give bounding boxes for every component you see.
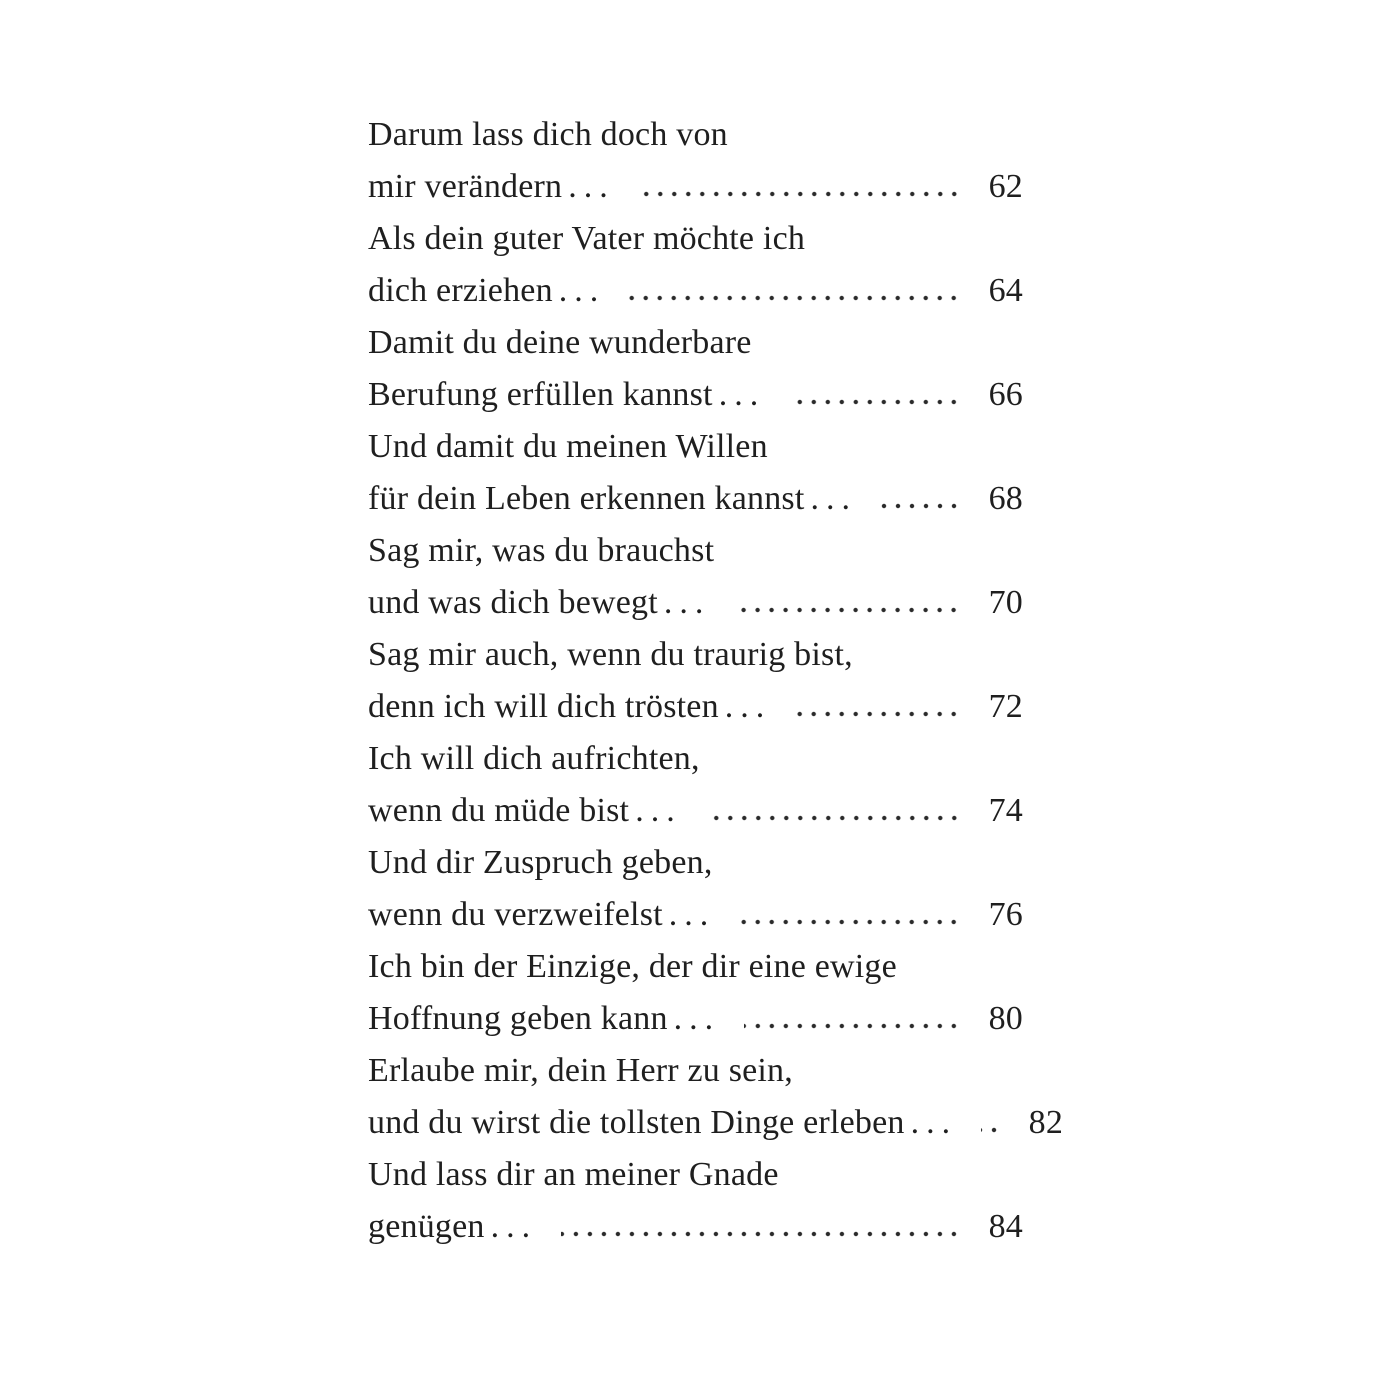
- trailing-ellipsis: ...: [810, 480, 857, 517]
- dot-leader: [639, 191, 961, 197]
- toc-entry-title-line2-row: [368, 473, 1023, 525]
- page-number: 62: [988, 168, 1023, 205]
- toc-entry-title-line2: dich erziehen: [368, 272, 553, 309]
- toc-entry-title-line2-row: [368, 1097, 1064, 1149]
- dot-leader: [981, 1127, 1001, 1133]
- toc-entry-title-line1: Damit du deine wunderbare: [368, 324, 752, 361]
- toc-entry-title-line1: Darum lass dich doch von: [368, 116, 728, 153]
- toc-entry-title-line2: wenn du verzweifelst: [368, 896, 663, 933]
- toc-entry-title-line2-row: [368, 785, 1023, 837]
- toc-entry-title-line1: Und lass dir an meiner Gnade: [368, 1156, 779, 1193]
- toc-entry-title-line1: Erlaube mir, dein Herr zu sein,: [368, 1052, 793, 1089]
- toc-entry-title-line2: mir verändern: [368, 168, 563, 205]
- toc-entry-title-line1: Und dir Zuspruch geben,: [368, 844, 713, 881]
- trailing-ellipsis: ...: [673, 1000, 721, 1037]
- toc-entry-title-line1: Sag mir, was du brauchst: [368, 532, 715, 569]
- trailing-ellipsis: ...: [568, 168, 615, 205]
- dot-leader: [561, 1231, 961, 1237]
- trailing-ellipsis: ...: [910, 1104, 958, 1141]
- page-number: 76: [988, 896, 1023, 933]
- toc-entry-title-line2: Hoffnung geben kann: [368, 1000, 668, 1037]
- toc-entry-title-line2-row: [368, 1201, 1023, 1253]
- page-number: 70: [988, 584, 1023, 621]
- toc-entry-title-line2: wenn du müde bist: [368, 792, 630, 829]
- toc-entry-title-line2: und du wirst die tollsten Dinge erleben: [368, 1104, 905, 1141]
- dot-leader: [881, 503, 961, 509]
- toc-entry: [368, 1149, 1023, 1253]
- toc-entry: [368, 733, 1023, 837]
- trailing-ellipsis: ...: [663, 584, 711, 621]
- toc-entry: [368, 317, 1023, 421]
- toc-entry-title-line1: Als dein guter Vater möchte ich: [368, 220, 806, 257]
- page-number: 72: [988, 688, 1023, 725]
- toc-entry-title-line2: und was dich bewegt: [368, 584, 658, 621]
- page-number: 66: [988, 376, 1023, 413]
- trailing-ellipsis: ...: [558, 272, 606, 309]
- dot-leader: [795, 711, 961, 717]
- toc-entry: [368, 837, 1023, 941]
- table-of-contents: [368, 109, 1064, 1253]
- toc-entry-title-line2: Berufung erfüllen kannst: [368, 376, 713, 413]
- trailing-ellipsis: ...: [718, 376, 766, 413]
- page-number: 82: [1028, 1104, 1064, 1141]
- toc-entry-title-line2-row: [368, 993, 1023, 1045]
- trailing-ellipsis: ...: [668, 896, 716, 933]
- toc-entry-title-line2-row: [368, 889, 1023, 941]
- toc-entry-title-line1: Und damit du meinen Willen: [368, 428, 768, 465]
- dot-leader: [629, 295, 961, 301]
- toc-entry-title-line2-row: [368, 681, 1023, 733]
- toc-entry-title-line1: Ich will dich aufrichten,: [368, 740, 700, 777]
- toc-entry-title-line1: Ich bin der Einzige, der dir eine ewige: [368, 948, 897, 985]
- toc-entry-title-line2: genügen: [368, 1208, 485, 1245]
- toc-entry-title-line2-row: [368, 577, 1023, 629]
- page-number: 84: [988, 1208, 1023, 1245]
- page-number: 74: [988, 792, 1023, 829]
- dot-leader: [789, 399, 961, 405]
- page-number: 68: [988, 480, 1023, 517]
- toc-entry-title-line2: für dein Leben erkennen kannst: [368, 480, 805, 517]
- toc-entry: [368, 421, 1023, 525]
- toc-entry-title-line1: Sag mir auch, wenn du traurig bist,: [368, 636, 853, 673]
- trailing-ellipsis: ...: [724, 688, 772, 725]
- page-number: 64: [988, 272, 1023, 309]
- dot-leader: [744, 1023, 961, 1029]
- dot-leader: [706, 815, 961, 821]
- toc-entry-title-line2: denn ich will dich trösten: [368, 688, 719, 725]
- trailing-ellipsis: ...: [490, 1208, 538, 1245]
- toc-entry: [368, 525, 1023, 629]
- toc-entry-title-line2-row: [368, 265, 1023, 317]
- page-number: 80: [988, 1000, 1023, 1037]
- dot-leader: [739, 919, 961, 925]
- trailing-ellipsis: ...: [635, 792, 682, 829]
- toc-entry: [368, 1045, 1064, 1149]
- toc-entry-title-line2-row: [368, 369, 1023, 421]
- dot-leader: [734, 607, 961, 613]
- toc-entry: [368, 213, 1023, 317]
- toc-entry-title-line2-row: [368, 161, 1023, 213]
- toc-entry: [368, 629, 1023, 733]
- toc-entry: [368, 109, 1023, 213]
- toc-entry: [368, 941, 1023, 1045]
